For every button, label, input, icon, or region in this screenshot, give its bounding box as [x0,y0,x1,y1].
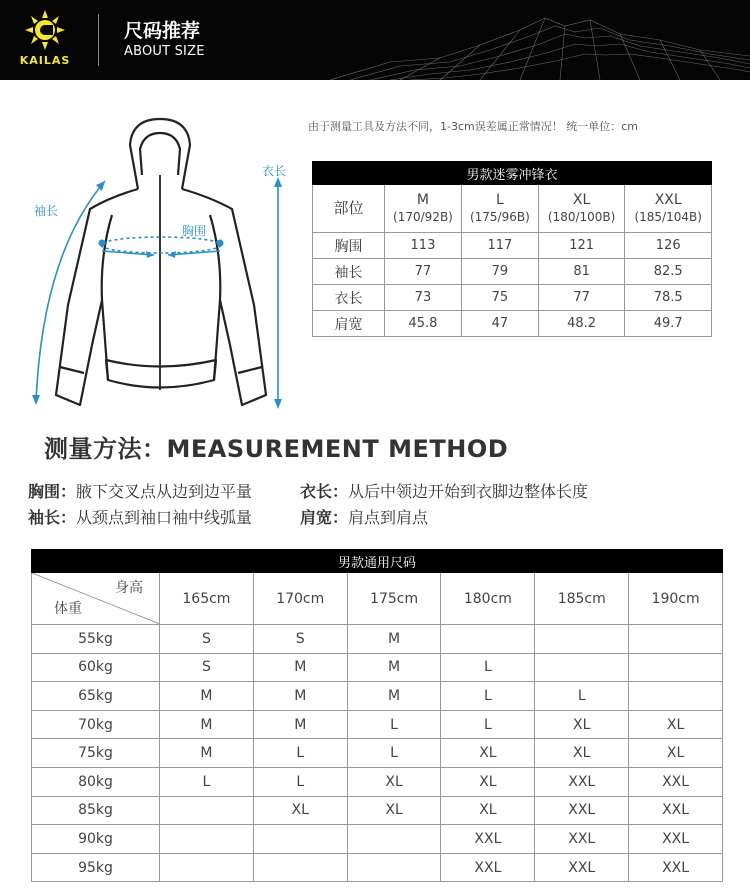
mountain-decoration [330,0,750,80]
page-header [0,0,750,80]
table-row: 袖长 77 79 81 82.5 [313,259,712,285]
size-cell [629,653,723,682]
size-cell [629,682,723,711]
size-cell: XL [441,739,535,768]
method-item: 胸围：腋下交叉点从边到边平量 [28,482,253,501]
table-row [32,653,723,682]
size-cell [347,825,441,854]
size-cell: M [160,710,254,739]
size-cell [629,625,723,654]
weight-cell: 60kg [32,653,160,682]
table-row: 胸围 113 117 121 126 [313,233,712,259]
height-header: 175cm [347,573,441,625]
size-cell: XXL [441,853,535,882]
size-cell: XXL [629,767,723,796]
size-cell: S [253,625,347,654]
weight-cell: 95kg [32,853,160,882]
size-cell: M [160,739,254,768]
jacket-size-table [312,161,712,337]
table-row [32,796,723,825]
size-cell [535,625,629,654]
weight-cell: 70kg [32,710,160,739]
size-header: XL (180/100B) [538,185,625,233]
kailas-logo [12,8,92,72]
table-row [32,767,723,796]
size-header: L (175/96B) [461,185,538,233]
size-cell: M [347,682,441,711]
size-header: M (170/92B) [385,185,462,233]
page-title: 尺码推荐 [124,20,201,42]
method-title: 测量方法：MEASUREMENT METHOD [44,435,509,463]
size-cell [441,625,535,654]
size-cell: L [347,710,441,739]
table-row: 肩宽 45.8 47 48.2 49.7 [313,311,712,337]
size-cell: XL [629,710,723,739]
size-header: XXL (185/104B) [625,185,712,233]
size-cell [253,853,347,882]
size-cell [253,825,347,854]
size-cell: M [253,710,347,739]
size-cell [347,853,441,882]
size-cell: M [347,653,441,682]
size-cell: XXL [535,825,629,854]
size-cell: L [253,739,347,768]
table-row [32,853,723,882]
size-cell: L [160,767,254,796]
height-header-row [32,573,723,625]
size-cell: S [160,625,254,654]
label-sleeve-length: 袖长 [34,204,59,218]
table-row [32,739,723,768]
size-cell: XL [347,796,441,825]
size-cell: L [347,739,441,768]
general-size-table [31,549,723,882]
size-cell: XL [253,796,347,825]
label-chest: 胸围 [182,224,207,238]
size-cell: XL [535,739,629,768]
size-cell: XXL [629,853,723,882]
weight-cell: 75kg [32,739,160,768]
size-cell: XXL [535,767,629,796]
weight-cell: 85kg [32,796,160,825]
page-subtitle: ABOUT SIZE [124,44,205,59]
jacket-outline-icon [20,105,305,425]
size-cell: XL [535,710,629,739]
weight-cell: 55kg [32,625,160,654]
method-item: 袖长：从颈点到袖口袖中线弧量 [28,508,253,527]
jacket-diagram [20,105,305,425]
size-cell: S [160,653,254,682]
sun-logo-icon [12,8,78,54]
size-cell: L [441,653,535,682]
size-cell [535,653,629,682]
size-cell: L [535,682,629,711]
table-row: 衣长 73 75 77 78.5 [313,285,712,311]
method-item: 衣长：从后中领边开始到衣脚边整体长度 [300,482,589,501]
size-cell: M [347,625,441,654]
size-cell: XXL [535,853,629,882]
height-header: 165cm [160,573,254,625]
size-cell: XL [347,767,441,796]
height-header: 190cm [629,573,723,625]
header-divider [98,14,99,66]
size-cell: L [441,682,535,711]
size-cell [160,825,254,854]
size-cell: M [160,682,254,711]
table-header-row [313,185,712,233]
table-row [32,710,723,739]
size-cell: XXL [441,825,535,854]
height-header: 185cm [535,573,629,625]
size-cell: XL [441,767,535,796]
height-header: 170cm [253,573,347,625]
size-cell: XXL [629,796,723,825]
brand-name: KAILAS [19,54,71,67]
measurement-note: 由于测量工具及方法不同，1-3cm误差属正常情况！ 统一单位：cm [308,120,638,133]
weight-cell: 80kg [32,767,160,796]
size-cell: L [441,710,535,739]
size-cell: M [253,653,347,682]
table-row [32,625,723,654]
size-cell [160,796,254,825]
method-item: 肩宽：肩点到肩点 [300,508,429,527]
size-cell: M [253,682,347,711]
size-cell: XXL [535,796,629,825]
size-cell: XL [629,739,723,768]
size-cell [160,853,254,882]
general-table-caption: 男款通用尺码 [32,550,723,573]
size-cell: XL [441,796,535,825]
weight-cell: 90kg [32,825,160,854]
label-body-length: 衣长 [262,164,287,178]
jacket-table-caption: 男款迷雾冲锋衣 [313,162,712,185]
weight-cell: 65kg [32,682,160,711]
table-row [32,682,723,711]
corner-cell: 身高 体重 [32,573,160,625]
size-cell: L [253,767,347,796]
part-header: 部位 [313,185,385,233]
table-row [32,825,723,854]
height-header: 180cm [441,573,535,625]
size-cell: XXL [629,825,723,854]
